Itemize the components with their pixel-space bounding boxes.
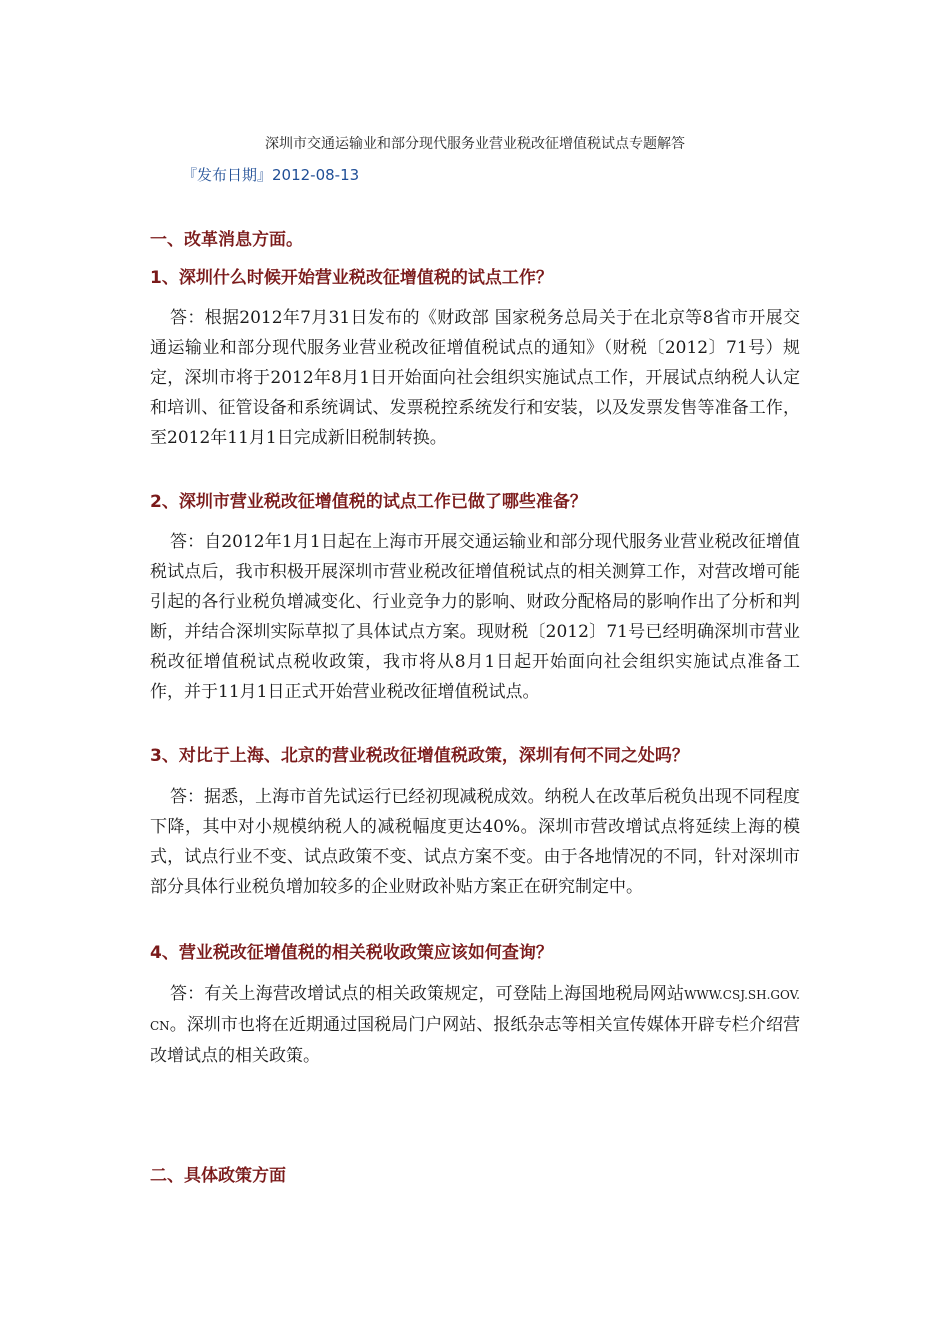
publish-date: 『发布日期』2012-08-13	[182, 166, 360, 184]
answer-4-text-post: 。深圳市也将在近期通过国税局门户网站、报纸杂志等相关宣传媒体开辟专栏介绍营改增试点的相关政策。	[150, 1015, 800, 1066]
question-2: 2、深圳市营业税改征增值税的试点工作已做了哪些准备？	[150, 492, 587, 512]
answer-2: 答：自2012年1月1日起在上海市开展交通运输业和部分现代服务业营业税改征增值税试点后，我市积极开展深圳市营业税改征增值税试点的相关测算工作，对营改增可能引起的各行业税负增减变化、行业竞争力的影响、财政分配格局的影响作出了分析和判断，并结合深圳实际草拟了具体试点方案。现财税〔2012〕71号已经明确深圳市营业税改征增值税试点税收政策，我市将从8月1日起开始面向社会组织实施试点准备工作，并于11月1日正式开始营业税改征增值税试点。	[150, 532, 800, 702]
document-title: 深圳市交通运输业和部分现代服务业营业税改征增值税试点专题解答	[265, 136, 685, 152]
question-4: 4、营业税改征增值税的相关税收政策应该如何查询？	[150, 943, 553, 963]
question-3: 3、对比于上海、北京的营业税改征增值税政策，深圳有何不同之处吗？	[150, 746, 689, 766]
answer-1: 答：根据2012年7月31日发布的《财政部 国家税务总局关于在北京等8省市开展交通运输业和部分现代服务业营业税改征增值税试点的通知》（财税〔2012〕71号）规定，深圳市将于2012年8月1日开始面向社会组织实施试点工作，开展试点纳税人认定和培训、征管设备和系统调试、发票税控系统发行和安装，以及发票发售等准备工作，至2012年11月1日完成新旧税制转换。	[150, 308, 800, 448]
answer-4-text-pre: 答：有关上海营改增试点的相关政策规定，可登陆上海国地税局网站	[170, 984, 685, 1004]
question-1: 1、深圳什么时候开始营业税改征增值税的试点工作？	[150, 268, 553, 288]
answer-3: 答：据悉，上海市首先试运行已经初现减税成效。纳税人在改革后税负出现不同程度下降，其中对小规模纳税人的减税幅度更达40%。深圳市营改增试点将延续上海的模式，试点行业不变、试点政策不变、试点方案不变。由于各地情况的不同，针对深圳市部分具体行业税负增加较多的企业财政补贴方案正在研究制定中。	[150, 787, 800, 897]
section-heading-1: 一、改革消息方面。	[150, 230, 303, 250]
tax-bureau-url: WWW.CSJ.SH.GOV.CN	[150, 988, 800, 1033]
section-heading-2: 二、具体政策方面	[150, 1166, 286, 1186]
answer-4	[150, 979, 800, 1071]
